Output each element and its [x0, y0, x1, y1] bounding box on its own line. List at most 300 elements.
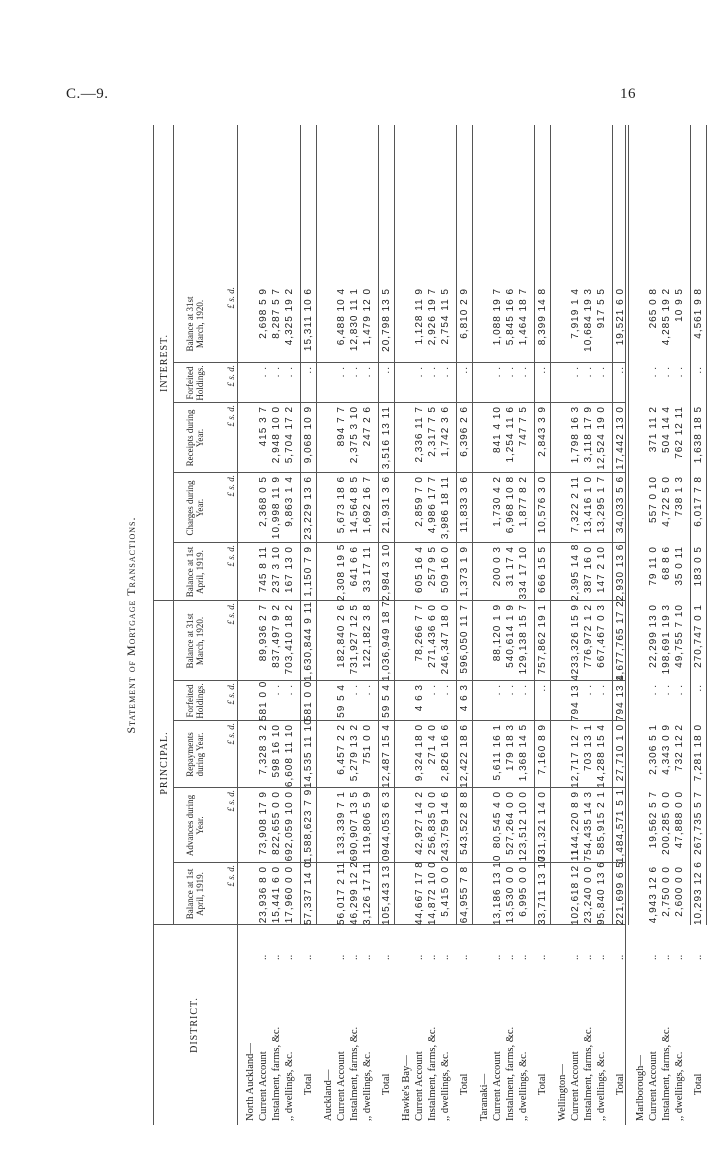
principal-cell: 47,888 0 0	[674, 791, 685, 849]
total-principal-cell: 944,053 6 3	[381, 791, 392, 855]
principal-col-header: Balance at 1st April, 1919.	[185, 868, 205, 920]
principal-cell: 6,995 0 0	[518, 866, 529, 917]
total-principal-cell: 59 5 4	[381, 684, 392, 718]
interest-cell: 509 16 0	[440, 546, 451, 593]
leader-dots: ..	[414, 954, 425, 960]
principal-cell: 5,415 0 0	[440, 866, 451, 917]
total-interest-cell: ..	[693, 366, 704, 374]
principal-cell: 89,936 2 7	[258, 604, 269, 662]
total-principal-cell: 27,710 1 0	[615, 724, 626, 782]
interest-cell: . .	[427, 366, 438, 378]
leader-dots: ..	[570, 954, 581, 960]
leader-dots: ..	[505, 954, 516, 960]
interest-cell: . .	[271, 366, 282, 378]
principal-cell: 4 6 3	[414, 684, 425, 712]
row-label: ,, dwellings, &c.	[440, 1051, 451, 1121]
leader-dots: ..	[648, 954, 659, 960]
interest-cell: 1,128 11 9	[414, 288, 425, 345]
total-interest-cell: ..	[381, 366, 392, 374]
total-interest-cell: ..	[615, 366, 626, 374]
principal-cell: 246,347 18 0	[440, 604, 451, 675]
principal-cell: 233,326 15 9	[570, 604, 581, 675]
principal-cell: 690,907 13 5	[349, 791, 360, 862]
principal-cell: 2,306 5 1	[648, 724, 659, 775]
total-interest-cell: 183 0 5	[693, 546, 704, 587]
interest-cell: 894 7 7	[336, 406, 347, 447]
principal-cell: 19,562 5 7	[648, 791, 659, 849]
total-principal-cell: 1,630,844 9 11	[303, 601, 314, 681]
total-principal-cell: 7,160 8 9	[537, 724, 548, 775]
interest-cell: 8,287 5 7	[271, 288, 282, 339]
interest-cell: 1,730 4 2	[492, 476, 503, 527]
principal-cell: 703,410 18 2	[284, 604, 295, 675]
unit-label: £ s. d.	[226, 865, 236, 887]
unit-label: £ s. d.	[226, 287, 236, 309]
subtotal-rule	[690, 125, 691, 925]
principal-cell: 6,457 2 2	[336, 724, 347, 775]
interest-col-header: Forfeited Holdings.	[185, 365, 205, 401]
total-principal-cell: 757,862 19 1	[537, 604, 548, 675]
total-principal-cell: 731,321 14 0	[537, 791, 548, 862]
total-principal-cell: 267,735 5 7	[693, 791, 704, 855]
principal-col-header: Repayments during Year.	[185, 732, 205, 777]
table-top-rule	[153, 125, 154, 1125]
interest-cell: 3,118 17 9	[583, 406, 594, 463]
interest-cell: 35 0 11	[674, 546, 685, 586]
district-name: Taranaki—	[479, 1073, 490, 1121]
interest-cell: 747 7 5	[518, 406, 529, 447]
total-principal-cell: 794 13 4	[615, 674, 626, 721]
principal-cell: 667,467 0 3	[596, 604, 607, 668]
total-principal-cell: 1,036,949 18 7	[381, 600, 392, 681]
principal-cell: 42,927 14 2	[414, 791, 425, 855]
principal-cell: . .	[674, 684, 685, 696]
principal-cell: 200,285 0 0	[661, 791, 672, 855]
total-interest-cell: 20,798 13 5	[381, 288, 392, 352]
principal-cell: . .	[271, 684, 282, 696]
interest-cell: 504 14 4	[661, 406, 672, 453]
principal-cell: 2,826 16 6	[440, 724, 451, 782]
interest-cell: . .	[596, 366, 607, 378]
principal-cell: 95,840 13 6	[596, 861, 607, 925]
leader-dots: ..	[537, 954, 548, 960]
total-principal-cell: 581 0 0	[303, 680, 314, 721]
row-label: Instalment, farms, &c.	[505, 1026, 516, 1121]
interest-cell: 2,375 3 10	[349, 406, 360, 464]
interest-cell: 557 0 10	[648, 476, 659, 523]
principal-cell: 15,441 6 0	[271, 866, 282, 924]
interest-cell: 1,742 3 6	[440, 406, 451, 457]
table-title: Statement of Mortgage Transactions.	[124, 516, 138, 734]
principal-cell: . .	[427, 684, 438, 696]
column-rule	[173, 402, 625, 403]
interest-cell: 745 8 11	[258, 546, 269, 593]
interest-cell: 415 3 7	[258, 406, 269, 447]
total-principal-cell: 10,293 12 6	[693, 861, 704, 925]
principal-cell: 271,436 6 0	[427, 604, 438, 668]
row-label: Current Account	[570, 1051, 581, 1121]
principal-cell: 119,806 5 9	[362, 791, 373, 855]
total-principal-cell: 1,588,623 7 9	[303, 788, 314, 863]
principal-cell: 2,750 0 0	[661, 866, 672, 917]
interest-col-header: Charges during Year.	[185, 480, 205, 536]
principal-cell: 731,927 12 5	[349, 604, 360, 675]
leader-dots: ..	[303, 954, 314, 960]
total-interest-cell: 15,311 10 6	[303, 288, 314, 352]
interest-cell: 31 17 4	[505, 546, 516, 587]
total-interest-cell: 1,373 1 9	[459, 546, 470, 597]
total-rule	[394, 125, 395, 925]
leader-dots: ..	[674, 954, 685, 960]
total-interest-cell: 21,931 3 6	[381, 476, 392, 534]
district-header: DISTRICT.	[189, 997, 200, 1053]
interest-cell: 2,317 7 5	[427, 406, 438, 457]
total-principal-cell: 14,535 11 10	[303, 718, 314, 788]
total-interest-cell: 2,843 3 9	[537, 406, 548, 457]
interest-cell: 7,919 1 4	[570, 288, 581, 339]
total-principal-cell: 1,484,571 5 1	[615, 788, 626, 863]
interest-cell: 2,926 19 7	[427, 288, 438, 346]
interest-cell: . .	[336, 366, 347, 378]
principal-cell: 5,611 16 1	[492, 724, 503, 781]
principal-cell: 102,618 12 11	[570, 848, 581, 925]
principal-cell: 5,279 13 2	[349, 724, 360, 782]
interest-cell: 1,088 19 7	[492, 288, 503, 346]
unit-label: £ s. d.	[226, 723, 236, 745]
total-principal-cell: 1,677,765 17 2	[615, 600, 626, 681]
total-principal-cell: ..	[537, 684, 548, 692]
interest-cell: 265 0 8	[648, 288, 659, 329]
interest-cell: 12,524 19 0	[596, 406, 607, 470]
interest-cell: 257 9 5	[427, 546, 438, 587]
interest-cell: 7,322 2 11	[570, 476, 581, 533]
row-label: Current Account	[492, 1051, 503, 1121]
leader-dots: ..	[271, 954, 282, 960]
subtotal-rule	[300, 125, 301, 925]
leader-dots: ..	[693, 954, 704, 960]
principal-cell: 14,872 10 0	[427, 861, 438, 925]
subtotal-rule	[378, 125, 379, 925]
interest-cell: . .	[674, 366, 685, 378]
principal-cell: . .	[284, 684, 295, 696]
principal-cell: 271 4 0	[427, 724, 438, 765]
interest-cell: 1,464 18 7	[518, 288, 529, 346]
interest-cell: 9,863 1 4	[284, 476, 295, 527]
interest-cell: 14,564 8 5	[349, 476, 360, 534]
principal-cell: 56,017 2 11	[336, 861, 347, 925]
total-rule	[316, 125, 317, 925]
total-principal-cell: 57,337 14 0	[303, 861, 314, 925]
column-rule	[173, 542, 625, 543]
district-name: Wellington—	[557, 1064, 568, 1121]
interest-cell: 4,986 17 7	[427, 476, 438, 534]
interest-cell: 2,308 19 5	[336, 543, 347, 601]
interest-cell: 2,395 14 8	[570, 543, 581, 601]
interest-cell: 4,722 5 0	[661, 476, 672, 527]
principal-cell: 256,835 0 0	[427, 791, 438, 855]
principal-cell: 23,936 8 0	[258, 866, 269, 924]
interest-cell: 12,830 11 1	[349, 288, 360, 352]
principal-cell: 7,328 3 2	[258, 724, 269, 775]
principal-cell: 49,755 7 10	[674, 604, 685, 668]
interest-cell: 641 6 6	[349, 546, 360, 587]
leader-dots: ..	[615, 954, 626, 960]
row-label: Current Account	[336, 1051, 347, 1121]
interest-cell: 5,673 18 6	[336, 476, 347, 534]
interest-cell: 3,986 18 11	[440, 476, 451, 540]
total-interest-cell: 4,561 9 8	[693, 288, 704, 339]
interest-cell: 247 2 6	[362, 406, 373, 447]
interest-cell: 1,479 12 0	[362, 288, 373, 346]
interest-cell: 1,254 11 6	[505, 406, 516, 463]
principal-cell: 129,138 15 7	[518, 604, 529, 675]
interest-cell: . .	[505, 366, 516, 378]
principal-cell: . .	[596, 684, 607, 696]
leader-dots: ..	[381, 954, 392, 960]
group-header-rule	[173, 125, 174, 925]
principal-cell: 122,182 3 8	[362, 604, 373, 668]
interest-cell: 6,968 10 8	[505, 476, 516, 534]
principal-cell: 527,264 0 0	[505, 791, 516, 855]
interest-cell: 10 9 5	[674, 288, 685, 322]
interest-cell: 5,704 17 2	[284, 406, 295, 464]
principal-cell: . .	[440, 684, 451, 696]
leader-dots: ..	[336, 954, 347, 960]
principal-cell: 540,614 1 9	[505, 604, 516, 668]
total-principal-cell: 33,711 13 10	[537, 855, 548, 925]
interest-cell: 10,998 11 9	[271, 476, 282, 540]
principal-cell: 822,655 0 0	[271, 791, 282, 855]
row-label: Instalment, farms, &c.	[427, 1026, 438, 1121]
unit-label: £ s. d.	[226, 603, 236, 625]
total-principal-cell: 221,699 6 5	[615, 861, 626, 925]
interest-cell: 1,877 8 2	[518, 476, 529, 527]
interest-cell: . .	[258, 366, 269, 378]
total-principal-cell: 270,747 0 1	[693, 604, 704, 668]
leader-dots: ..	[427, 954, 438, 960]
principal-cell: 751 0 0	[362, 724, 373, 765]
total-principal-cell: 105,443 13 0	[381, 854, 392, 925]
principal-cell: 88,120 1 9	[492, 604, 503, 662]
total-interest-cell: 2,930 13 6	[615, 543, 626, 601]
total-label: Total	[459, 1073, 470, 1095]
total-interest-cell: 666 15 5	[537, 546, 548, 593]
interest-cell: 371 11 2	[648, 406, 659, 453]
interest-cell: 33 17 11	[362, 546, 373, 593]
principal-cell: 73,908 17 9	[258, 791, 269, 855]
interest-cell: 79 11 0	[648, 546, 659, 586]
column-rule	[173, 362, 625, 363]
unit-label: £ s. d.	[226, 683, 236, 705]
interest-cell: 4,285 19 2	[661, 288, 672, 346]
principal-cell: 732 12 2	[674, 724, 685, 771]
unit-label: £ s. d.	[226, 365, 236, 387]
total-interest-cell: 6,017 7 8	[693, 476, 704, 527]
row-label: Current Account	[648, 1051, 659, 1121]
principal-cell: 198,691 19 3	[661, 604, 672, 675]
total-label: Total	[303, 1073, 314, 1095]
principal-cell: 144,220 8 9	[570, 791, 581, 855]
principal-cell: . .	[648, 684, 659, 696]
principal-cell: 598 16 10	[271, 724, 282, 778]
leader-dots: ..	[362, 954, 373, 960]
total-interest-cell: 1,638 18 5	[693, 406, 704, 464]
total-interest-cell: 8,399 14 8	[537, 288, 548, 346]
total-label: Total	[693, 1073, 704, 1095]
row-label: Instalment, farms, &c.	[349, 1026, 360, 1121]
leader-dots: ..	[258, 954, 269, 960]
interest-cell: 2,754 11 5	[440, 288, 451, 345]
principal-cell: . .	[661, 684, 672, 696]
principal-cell: 44,667 17 8	[414, 861, 425, 925]
row-label: ,, dwellings, &c.	[674, 1051, 685, 1121]
principal-cell: 692,059 10 0	[284, 791, 295, 862]
principal-cell: 585,915 2 1	[596, 791, 607, 855]
principal-cell: 14,288 15 4	[596, 724, 607, 788]
principal-cell: 13,530 0 0	[505, 866, 516, 924]
total-interest-cell: 6,396 2 6	[459, 406, 470, 457]
leader-dots: ..	[661, 954, 672, 960]
principal-cell: 243,759 14 6	[440, 791, 451, 862]
interest-cell: 4,325 19 2	[284, 288, 295, 346]
column-rule	[173, 862, 625, 863]
interest-cell: 2,336 11 7	[414, 406, 425, 463]
total-interest-cell: 11,833 3 6	[459, 476, 470, 533]
principal-cell: 776,972 1 2	[583, 604, 594, 668]
total-interest-cell: 6,810 2 9	[459, 288, 470, 339]
interest-cell: 200 0 3	[492, 546, 503, 587]
total-interest-cell: ..	[537, 366, 548, 374]
interest-cell: 738 1 3	[674, 476, 685, 517]
subtotal-rule	[534, 125, 535, 925]
unit-label: £ s. d.	[226, 545, 236, 567]
subtotal-rule	[612, 125, 613, 925]
interest-col-header: Receipts during Year.	[185, 409, 205, 467]
principal-cell: 80,545 4 0	[492, 791, 503, 849]
row-label: Instalment, farms, &c.	[661, 1026, 672, 1121]
leader-dots: ..	[518, 954, 529, 960]
column-rule	[173, 720, 625, 721]
total-rule	[472, 125, 473, 925]
total-principal-cell: 64,955 7 8	[459, 866, 470, 924]
row-label: Current Account	[414, 1051, 425, 1121]
column-rule	[173, 787, 625, 788]
principal-cell: . .	[518, 684, 529, 696]
row-label: ,, dwellings, &c.	[596, 1051, 607, 1121]
total-principal-cell: 4 6 3	[459, 684, 470, 712]
principal-cell: 17,960 0 0	[284, 866, 295, 924]
total-label: Total	[381, 1073, 392, 1095]
unit-label: £ s. d.	[226, 475, 236, 497]
interest-cell: 167 13 0	[284, 546, 295, 593]
total-interest-cell: ..	[303, 366, 314, 374]
total-interest-cell: 2,984 3 10	[381, 543, 392, 601]
interest-cell: 387 16 0	[583, 546, 594, 593]
leader-dots: ..	[583, 954, 594, 960]
unit-label: £ s. d.	[226, 790, 236, 812]
column-rule	[173, 472, 625, 473]
principal-cell: 581 0 0	[258, 680, 269, 721]
interest-cell: 841 4 10	[492, 406, 503, 453]
leader-dots: ..	[440, 954, 451, 960]
principal-cell: 794 13 4	[570, 674, 581, 721]
leader-dots: ..	[349, 954, 360, 960]
principal-cell: 837,497 9 2	[271, 604, 282, 668]
interest-cell: . .	[492, 366, 503, 378]
interest-cell: . .	[570, 366, 581, 378]
interest-cell: . .	[648, 366, 659, 378]
principal-header: PRINCIPAL.	[159, 731, 170, 795]
total-label: Total	[537, 1073, 548, 1095]
interest-cell: 334 17 10	[518, 546, 529, 600]
principal-cell: 12,717 12 7	[570, 724, 581, 788]
interest-cell: . .	[440, 366, 451, 378]
interest-cell: 68 8 6	[661, 546, 672, 580]
page-reference: C.—9.	[66, 86, 109, 102]
leader-dots: ..	[492, 954, 503, 960]
column-rule	[173, 680, 625, 681]
principal-cell: 1,368 14 5	[518, 724, 529, 782]
total-principal-cell: 12,422 18 6	[459, 724, 470, 788]
principal-cell: 46,299 12 2	[349, 861, 360, 925]
interest-cell: 10,684 19 3	[583, 288, 594, 352]
total-rule	[550, 125, 551, 925]
principal-cell: 78,266 7 7	[414, 604, 425, 662]
leader-dots: ..	[459, 954, 470, 960]
interest-cell: 605 16 4	[414, 546, 425, 593]
principal-cell: 4,943 12 6	[648, 866, 659, 924]
interest-cell: 237 3 10	[271, 546, 282, 593]
principal-cell: 754,435 14 3	[583, 791, 594, 862]
total-interest-cell: 9,068 10 9	[303, 406, 314, 464]
total-principal-cell: 596,050 11 7	[459, 604, 470, 674]
principal-cell: 9,324 18 0	[414, 724, 425, 782]
interest-cell: 1,692 16 7	[362, 476, 373, 534]
interest-cell: 762 12 11	[674, 406, 685, 459]
interest-cell: . .	[518, 366, 529, 378]
row-label: Instalment, farms, &c.	[583, 1026, 594, 1121]
interest-cell: . .	[583, 366, 594, 378]
principal-cell: 59 5 4	[336, 684, 347, 718]
total-principal-cell: ..	[693, 684, 704, 692]
row-label: ,, dwellings, &c.	[518, 1051, 529, 1121]
row-label: ,, dwellings, &c.	[362, 1051, 373, 1121]
total-interest-cell: 34,033 5 6	[615, 476, 626, 534]
total-interest-cell: 3,516 13 11	[381, 406, 392, 470]
leader-dots: ..	[596, 954, 607, 960]
interest-cell: 5,845 16 6	[505, 288, 516, 346]
header-bottom-rule	[237, 125, 238, 1125]
principal-cell: . .	[492, 684, 503, 696]
total-principal-cell: 543,522 8 8	[459, 791, 470, 855]
total-principal-cell: 7,281 18 0	[693, 724, 704, 782]
row-label: ,, dwellings, &c.	[284, 1051, 295, 1121]
total-interest-cell: 1,150 7 9	[303, 546, 314, 597]
interest-cell: . .	[362, 366, 373, 378]
row-label: Instalment, farms, &c.	[271, 1026, 282, 1121]
interest-cell: 2,859 7 0	[414, 476, 425, 527]
district-name: Hawke's Bay—	[401, 1055, 412, 1121]
principal-cell: . .	[362, 684, 373, 696]
principal-cell: . .	[505, 684, 516, 696]
principal-col-header: Advances during Year.	[185, 794, 205, 857]
unit-label: £ s. d.	[226, 405, 236, 427]
interest-cell: 147 2 10	[596, 546, 607, 593]
page-number: 16	[620, 86, 636, 102]
principal-cell: 3,126 17 11	[362, 861, 373, 925]
interest-cell: . .	[661, 366, 672, 378]
total-principal-cell: 12,487 15 4	[381, 724, 392, 788]
